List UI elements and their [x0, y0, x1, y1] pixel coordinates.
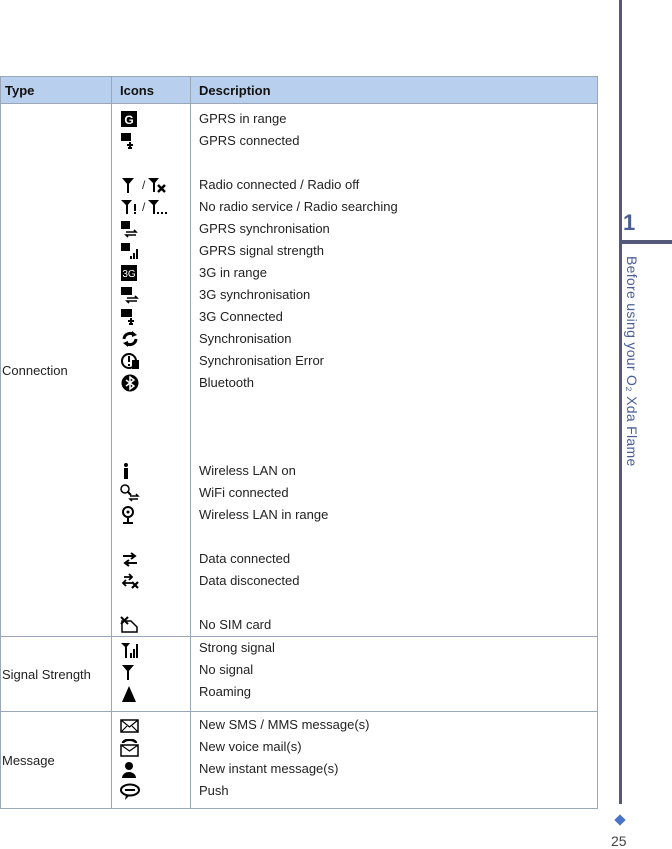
list-item: Synchronisation Error: [199, 353, 324, 368]
list-item: Synchronisation: [199, 331, 292, 346]
wireless-lan-on-icon: [120, 462, 140, 480]
list-item: New voice mail(s): [199, 739, 302, 754]
3g-in-range-icon: [120, 264, 140, 282]
chapter-number: 1: [623, 210, 636, 235]
type-message: Message: [1, 712, 112, 809]
list-item: GPRS connected: [199, 133, 300, 148]
strong-signal-icon: [120, 641, 140, 659]
list-item: New instant message(s): [199, 761, 339, 776]
gprs-in-range-icon: [120, 110, 140, 128]
list-item: 3G Connected: [199, 309, 283, 324]
svg-text:3G: 3G: [122, 269, 136, 280]
data-connected-icon: [120, 550, 140, 568]
list-item: GPRS in range: [199, 111, 287, 126]
data-disconnected-icon: [120, 572, 140, 590]
new-voicemail-icon: [120, 739, 140, 757]
icons-connection: G / / 3G: [112, 104, 191, 637]
header-type: Type: [1, 77, 112, 104]
svg-text:G: G: [124, 113, 134, 127]
chapter-divider: [619, 240, 672, 244]
list-item: GPRS synchronisation: [199, 221, 330, 236]
radio-connected-icon: [120, 176, 140, 194]
list-item: Wireless LAN in range: [199, 507, 329, 522]
list-item: Radio connected / Radio off: [199, 177, 360, 192]
table-row-signal-strength: [1, 637, 598, 712]
icons-message: [112, 712, 191, 809]
table-header-row: [1, 77, 598, 104]
list-item: 3G in range: [199, 265, 267, 280]
list-item: No SIM card: [199, 617, 272, 632]
list-item: Strong signal: [199, 640, 275, 655]
list-item: Bluetooth: [199, 375, 254, 390]
synchronisation-icon: [120, 330, 140, 348]
3g-synchronisation-icon: [120, 286, 140, 304]
no-signal-icon: [120, 663, 140, 681]
header-description: Description: [191, 77, 598, 104]
list-item: Data connected: [199, 551, 291, 566]
list-item: WiFi connected: [199, 485, 289, 500]
list-item: GPRS signal strength: [199, 243, 325, 258]
list-item: Roaming: [199, 684, 252, 699]
type-connection: Connection: [1, 104, 112, 637]
list-item: Wireless LAN on: [199, 463, 296, 478]
type-signal-strength: Signal Strength: [1, 637, 112, 712]
gprs-connected-icon: [120, 132, 140, 150]
wireless-lan-in-range-icon: [120, 506, 140, 524]
list-item: Push: [199, 783, 229, 798]
table-row-connection: [1, 104, 598, 637]
list-item: No radio service / Radio searching: [199, 199, 398, 214]
3g-connected-icon: [120, 308, 140, 326]
chapter-title: Before using your O₂ Xda Flame: [624, 256, 640, 467]
status-icons-table: [0, 76, 598, 809]
gprs-signal-strength-icon: [120, 242, 140, 260]
gprs-synchronisation-icon: [120, 220, 140, 238]
list-item: Data disconected: [199, 573, 300, 588]
bluetooth-icon: [120, 374, 140, 392]
diamond-marker-icon: [614, 814, 625, 825]
synchronisation-error-icon: [120, 352, 140, 370]
icons-signal-strength: [112, 637, 191, 712]
roaming-icon: [120, 685, 140, 703]
list-item: New SMS / MMS message(s): [199, 717, 370, 732]
new-sms-icon: [120, 717, 140, 735]
list-item: 3G synchronisation: [199, 287, 311, 302]
list-item: No signal: [199, 662, 254, 677]
descriptions-signal-strength: [191, 637, 598, 712]
descriptions-message: [191, 712, 598, 809]
header-icons: Icons: [112, 77, 191, 104]
no-radio-service-icon: [120, 198, 140, 216]
radio-searching-icon: [147, 198, 167, 216]
new-instant-message-icon: [120, 761, 140, 779]
table-row-message: [1, 712, 598, 809]
radio-off-icon: [147, 176, 167, 194]
push-icon: [120, 783, 140, 801]
margin-rule: [619, 0, 622, 804]
no-sim-card-icon: [120, 616, 140, 634]
wifi-connected-icon: [120, 484, 140, 502]
page-number: 25: [611, 833, 627, 849]
descriptions-connection: [191, 104, 598, 637]
